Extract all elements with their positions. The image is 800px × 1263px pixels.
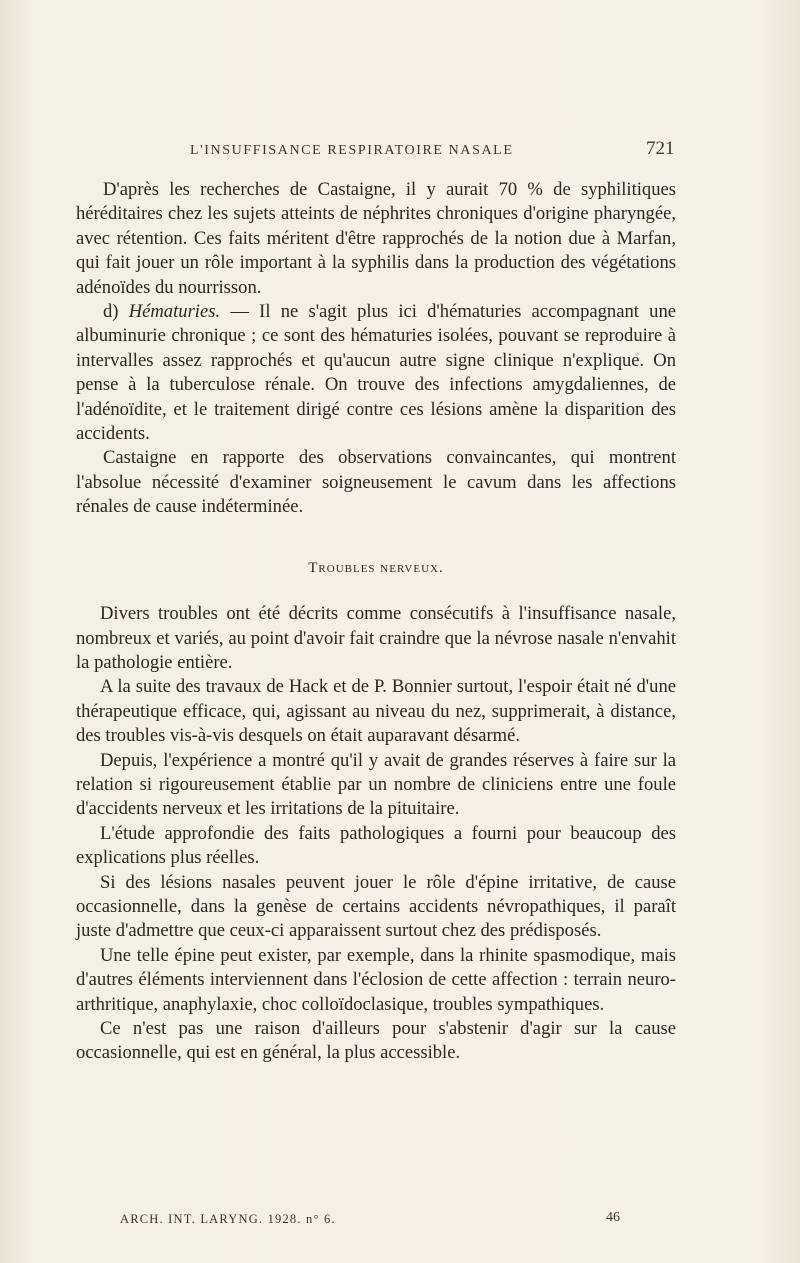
section-troubles-nerveux (76, 602, 676, 1066)
paragraph: Divers troubles ont été décrits comme consécutifs à l'insuffisance nasale, nombreux et variés, au point d'avoir fait craindre que la névrose nasale n'envahit la pathologie entière. (76, 603, 676, 673)
paragraph: Si des lésions nasales peuvent jouer le rôle d'épine irritative, de cause occasionnelle, dans la genèse de certains accidents névropathiques, il paraît juste d'admettre que ceux-ci apparaissent surtout chez des prédisposés. (76, 871, 676, 942)
section-heading: Troubles nerveux. (308, 559, 444, 576)
paragraph-castaigne: Castaigne en rapporte des observations convaincantes, qui montrent l'absolue nécessité d'examiner soigneusement le cavum dans les affections rénales de cause indéterminée. (76, 447, 676, 518)
footer-signature: ARCH. INT. LARYNG. 1928. n° 6. (120, 1212, 336, 1226)
paragraph: A la suite des travaux de Hack et de P. Bonnier surtout, l'espoir était né d'une thérapeutique efficace, qui, agissant au niveau du nez, supprimerait, à distance, des troubles vis-à-vis desquels on était auparavant désarmé. (76, 676, 676, 747)
paragraph: Ce n'est pas une raison d'ailleurs pour s'abstenir d'agir sur la cause occasionnelle, qui est en général, la plus accessible. (76, 1018, 676, 1064)
paragraph: L'étude approfondie des faits pathologiques a fourni pour beaucoup des explications plus réelles. (76, 822, 676, 869)
paragraph: Une telle épine peut exister, par exemple, dans la rhinite spasmodique, mais d'autres éléments interviennent dans l'éclosion de cette affection : terrain neuro-arthritique, anaphylaxie, choc colloïdoclasique, troubles sympathiques. (76, 944, 676, 1015)
footer-sheet-number: 46 (606, 1210, 620, 1225)
body-text (76, 178, 676, 1066)
item-text: — Il ne s'agit plus ici d'hématuries accompagnant une albuminurie chronique ; ce sont des hématuries isolées, pouvant se reproduire à intervalles assez rapprochés et qu'aucun autre signe clinique n'explique. On pense à la tuberculose rénale. On trouve des infections amygdaliennes, de l'adénoïdite, et le traitement dirigé contre ces lésions amène la disparition des accidents. (76, 301, 676, 445)
page-number: 721 (646, 138, 675, 159)
paragraph: Depuis, l'expérience a montré qu'il y avait de grandes réserves à faire sur la relation si rigoureusement établie par un nombre de cliniciens entre une foule d'accidents nerveux et les irritations de la pituitaire. (76, 749, 676, 820)
item-label: d) (103, 301, 129, 323)
paragraph-hematuries (76, 300, 676, 446)
paragraph-syphilis: D'après les recherches de Castaigne, il y aurait 70 % de syphilitiques héréditaires chez les sujets atteints de néphrites chroniques d'origine pharyngée, avec rétention. Ces faits méritent d'être rapprochés de la notion due à Marfan, qui fait jouer un rôle important à la syphilis dans la production des végétations adénoïdes du nourrisson. (76, 179, 676, 298)
running-head-title: L'INSUFFISANCE RESPIRATOIRE NASALE (190, 143, 514, 158)
item-heading: Hématuries. (128, 301, 221, 323)
